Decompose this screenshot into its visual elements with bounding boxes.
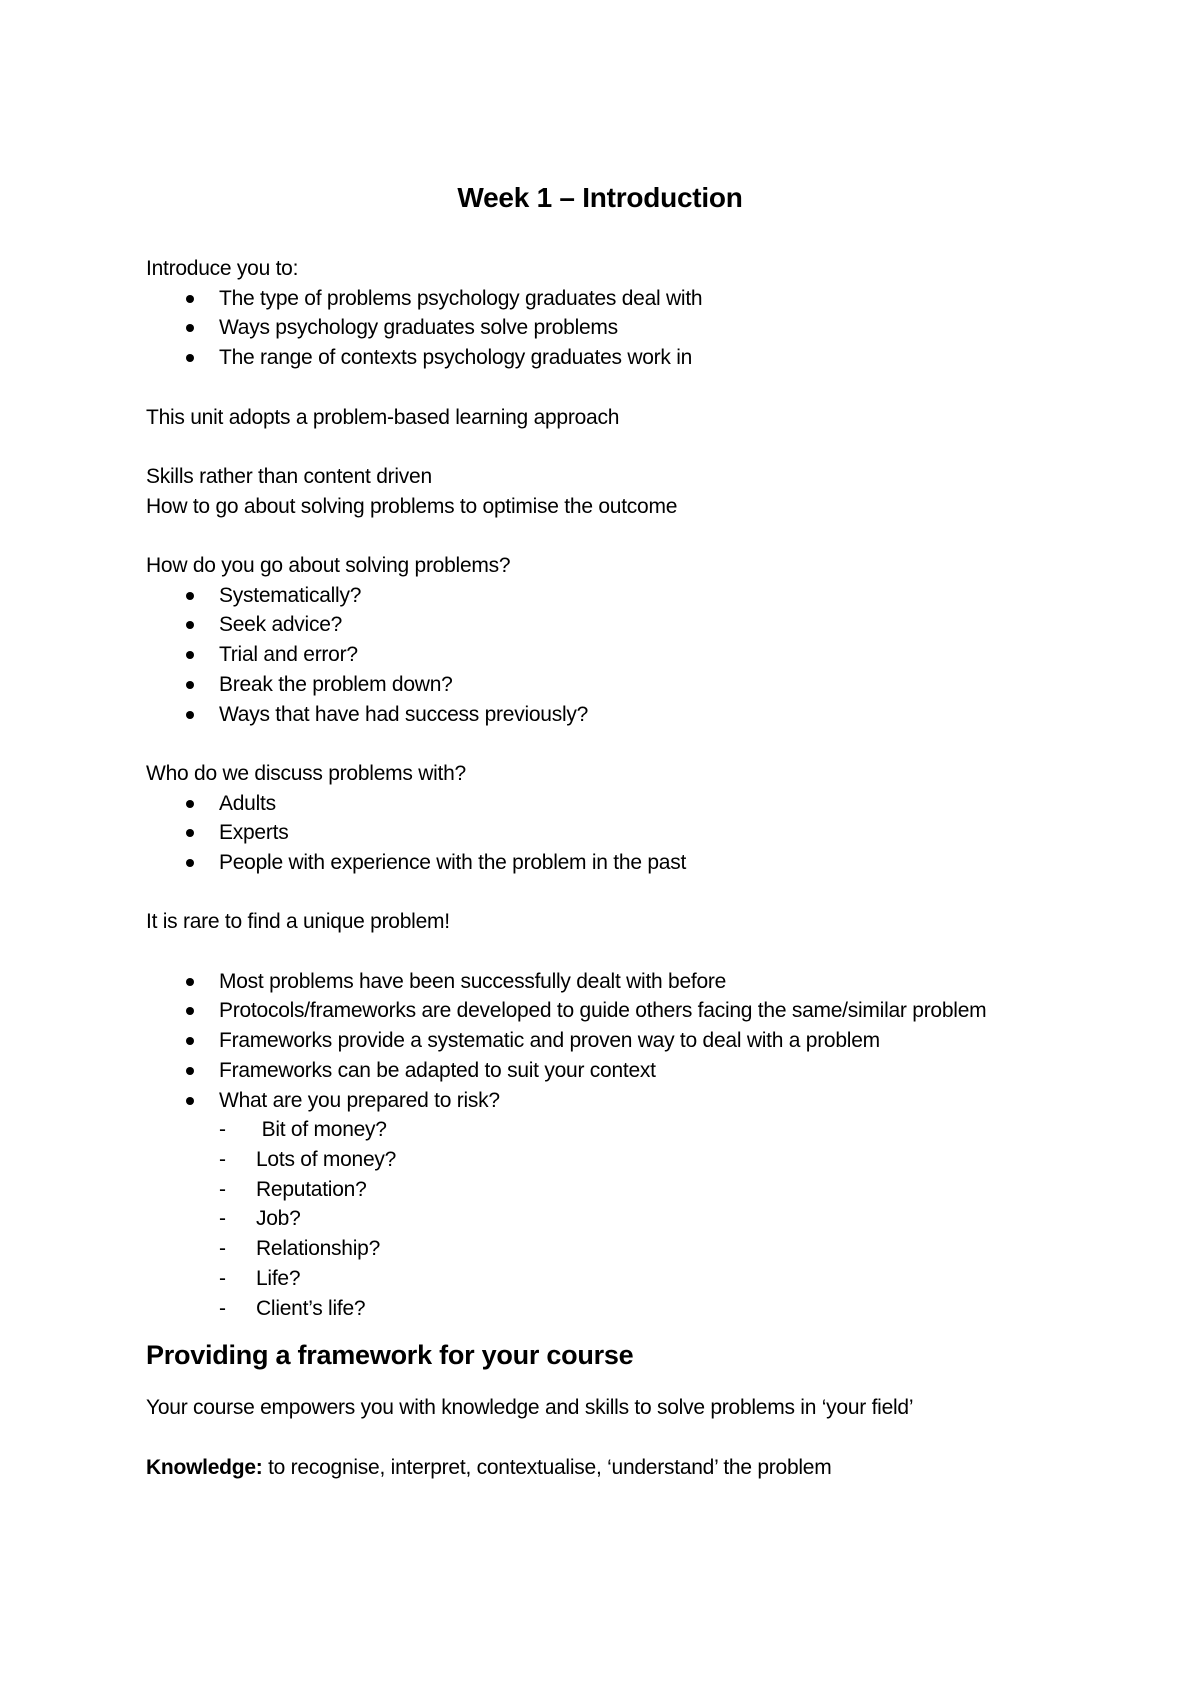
skills-line-2: How to go about solving problems to optimise the outcome xyxy=(146,494,678,518)
spacer xyxy=(146,521,1046,551)
spacer xyxy=(146,432,1046,462)
intro-list xyxy=(146,284,1046,373)
page-title: Week 1 – Introduction xyxy=(457,182,743,213)
intro-lead: Introduce you to: xyxy=(146,257,299,280)
spacer xyxy=(146,937,1046,967)
list-item: Adults xyxy=(146,789,1046,819)
list-item: The type of problems psychology graduates deal with xyxy=(146,284,1046,314)
risk-item: - Job? xyxy=(146,1204,1046,1234)
discuss-list xyxy=(146,789,1046,878)
solving-lead: How do you go about solving problems? xyxy=(146,553,511,577)
risk-item: - Reputation? xyxy=(146,1175,1046,1205)
knowledge-label: Knowledge: xyxy=(146,1455,263,1479)
spacer xyxy=(146,1423,1046,1453)
list-item: Break the problem down? xyxy=(146,670,1046,700)
spacer xyxy=(146,373,1046,403)
discuss-lead: Who do we discuss problems with? xyxy=(146,761,466,785)
knowledge-line xyxy=(146,1453,1046,1483)
approach-text: This unit adopts a problem-based learning approach xyxy=(146,405,620,429)
list-item: Seek advice? xyxy=(146,610,1046,640)
list-item: Frameworks provide a systematic and proven way to deal with a problem xyxy=(146,1026,1046,1056)
risk-item: - Bit of money? xyxy=(146,1115,1046,1145)
framework-text: Your course empowers you with knowledge and skills to solve problems in ‘your field’ xyxy=(146,1396,914,1420)
knowledge-text: to recognise, interpret, contextualise, ‘understand’ the problem xyxy=(262,1455,832,1479)
list-item: Ways psychology graduates solve problems xyxy=(146,313,1046,343)
list-item: Trial and error? xyxy=(146,640,1046,670)
skills-line-1: Skills rather than content driven xyxy=(146,464,432,488)
risk-item: - Client’s life? xyxy=(146,1294,1046,1324)
section-heading: Providing a framework for your course xyxy=(146,1340,634,1371)
rare-lead: It is rare to find a unique problem! xyxy=(146,910,450,934)
risk-item: - Lots of money? xyxy=(146,1145,1046,1175)
list-item: Most problems have been successfully dealt with before xyxy=(146,967,1046,997)
list-item: People with experience with the problem in the past xyxy=(146,848,1046,878)
spacer xyxy=(146,878,1046,908)
risk-item: - Life? xyxy=(146,1264,1046,1294)
list-item: Frameworks can be adapted to suit your context xyxy=(146,1056,1046,1086)
list-item: Systematically? xyxy=(146,581,1046,611)
document-body xyxy=(146,178,1046,1482)
list-item: The range of contexts psychology graduates work in xyxy=(146,343,1046,373)
rare-list xyxy=(146,967,1046,1116)
solving-list xyxy=(146,581,1046,730)
list-item: Protocols/frameworks are developed to guide others facing the same/similar problem xyxy=(146,996,1046,1026)
risk-item: - Relationship? xyxy=(146,1234,1046,1264)
list-item: Ways that have had success previously? xyxy=(146,700,1046,730)
spacer xyxy=(146,729,1046,759)
risk-list xyxy=(146,1115,1046,1323)
list-item: Experts xyxy=(146,818,1046,848)
list-item: What are you prepared to risk? xyxy=(146,1086,1046,1116)
